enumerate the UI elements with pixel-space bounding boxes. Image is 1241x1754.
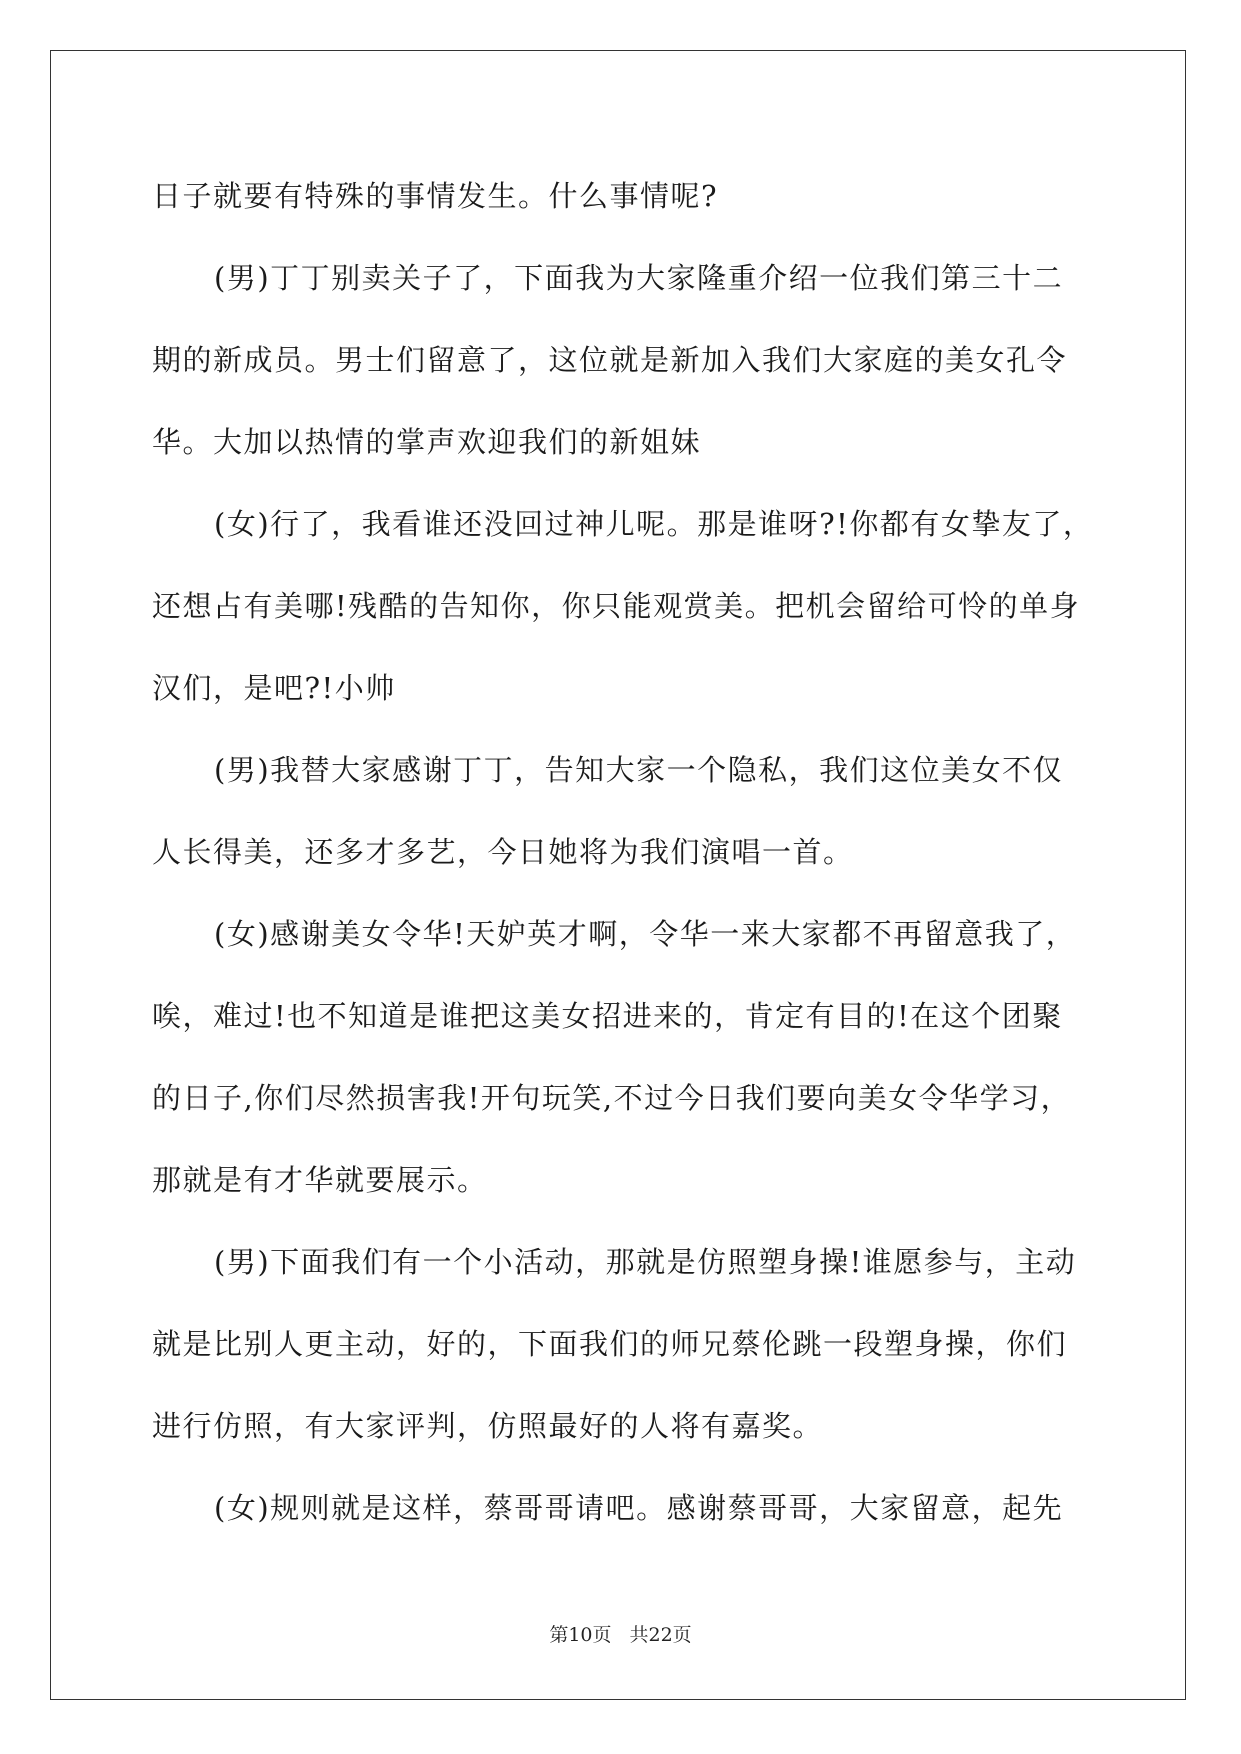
text-line: (女)规则就是这样，蔡哥哥请吧。感谢蔡哥哥，大家留意，起先 (214, 1491, 1064, 1525)
text-line: (男)下面我们有一个小活动，那就是仿照塑身操!谁愿参与，主动 (214, 1245, 1077, 1279)
text-line: 人长得美，还多才多艺，今日她将为我们演唱一首。 (152, 835, 854, 869)
text-line: (女)感谢美女令华!天妒英才啊，令华一来大家都不再留意我了， (214, 917, 1077, 951)
text-line: 还想占有美哪!残酷的告知你，你只能观赏美。把机会留给可怜的单身 (152, 589, 1081, 623)
text-line: 汉们，是吧?!小帅 (152, 671, 396, 705)
text-line: 唉，难过!也不知道是谁把这美女招进来的，肯定有目的!在这个团聚 (152, 999, 1063, 1033)
page-total: 共22页 (629, 1624, 692, 1646)
text-line: 华。大加以热情的掌声欢迎我们的新姐妹 (152, 425, 702, 459)
text-line: 期的新成员。男士们留意了，这位就是新加入我们大家庭的美女孔令 (152, 343, 1068, 377)
text-line: 进行仿照，有大家评判，仿照最好的人将有嘉奖。 (152, 1409, 824, 1443)
text-line: 就是比别人更主动，好的，下面我们的师兄蔡伦跳一段塑身操，你们 (152, 1327, 1068, 1361)
text-line: (男)我替大家感谢丁丁，告知大家一个隐私，我们这位美女不仅 (214, 753, 1064, 787)
page-footer (0, 1620, 1241, 1647)
text-line: (男)丁丁别卖关子了，下面我为大家隆重介绍一位我们第三十二 (214, 261, 1064, 295)
text-line: 的日子,你们尽然损害我!开句玩笑,不过今日我们要向美女令华学习， (152, 1081, 1072, 1115)
text-line: (女)行了，我看谁还没回过神儿呢。那是谁呀?!你都有女挚友了， (214, 507, 1094, 541)
page-number: 第10页 (549, 1624, 612, 1646)
document-body (152, 155, 1092, 1549)
text-line: 那就是有才华就要展示。 (152, 1163, 488, 1197)
text-line: 日子就要有特殊的事情发生。什么事情呢? (152, 179, 719, 213)
